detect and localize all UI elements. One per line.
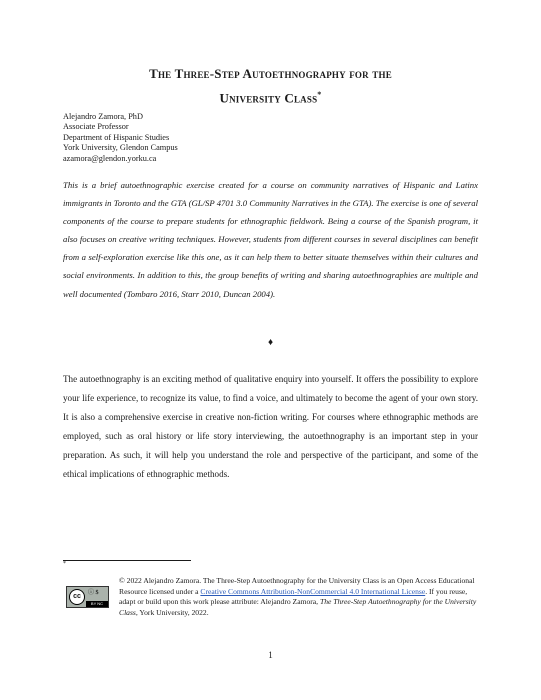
cc-logo-icon: cc (69, 589, 85, 605)
by-nc-strip: BY NC (86, 601, 108, 607)
body-paragraph: The autoethnography is an exciting method of qualitative enquiry into yourself. It offers the possibility to explore your life experience, to recognize its value, to find a voice, and ultimately to become the agent of your own story. It is also a comprehensive exercise in creative non-fiction writing. For courses where ethnographic methods are employed, such as oral history or life story interviewing, the autoethnography is an important step in your preparation. As such, it will help you understand the role and perspective of the participant, and some of the ethical implications of ethnographic methods. (63, 374, 478, 479)
cc-license-badge-icon[interactable] (66, 586, 109, 608)
footnote-prefix: © 2022 Alejandro Zamora. The Three-Step Autoethnography for the University Class is an Open Access Educational Resource licensed under a (119, 576, 475, 596)
paper-title-line-2 (0, 90, 541, 106)
footnote-suffix: , York University, 2022. (135, 607, 209, 617)
page-number: 1 (268, 650, 273, 660)
footnote-marker: * (63, 561, 66, 567)
author-institution: York University, Glendon Campus (63, 143, 178, 153)
abstract: This is a brief autoethnographic exercise created for a course on community narratives of Hispanic and Latinx immigrants in Toronto and the GTA (GL/SP 4701 3.0 Community Narratives in the GTA). The exercise is one of several components of the course to prepare students for ethnographic fieldwork. Being a course of the Spanish program, it also focuses on creative writing techniques. However, students from different courses in several disciplines can benefit from a self-exploration exercise like this one, as it can help them to better situate themselves within their cultures and social environments. In addition to this, the group benefits of writing and sharing autoethnographies are multiple and well documented (Tombaro 2016, Starr 2010, Duncan 2004). (63, 180, 478, 299)
author-email[interactable]: azamora@glendon.yorku.ca (63, 153, 157, 163)
license-link[interactable]: Creative Commons Attribution-NonCommercial 4.0 International License (200, 586, 426, 596)
author-name: Alejandro Zamora, PhD (63, 112, 143, 121)
footnote-middle: . If you reuse, adapt or build upon this work please attribute: Alejandro Zamora, (119, 586, 468, 606)
footnote-work-title: The Three-Step Autoethnography for the University Class (119, 597, 477, 617)
paper-title-text: University Class (219, 90, 318, 106)
by-nc-icons: ⓘ $ (88, 590, 99, 596)
author-block (63, 112, 178, 164)
title-footnote-marker[interactable]: * (317, 90, 322, 99)
license-footnote (119, 576, 479, 618)
paper-title-line-1: The Three-Step Autoethnography for the (149, 66, 392, 81)
author-department: Department of Hispanic Studies (63, 132, 170, 142)
footnote-divider (63, 560, 191, 561)
section-separator-icon: ♦ (267, 337, 274, 348)
author-position: Associate Professor (63, 122, 129, 132)
